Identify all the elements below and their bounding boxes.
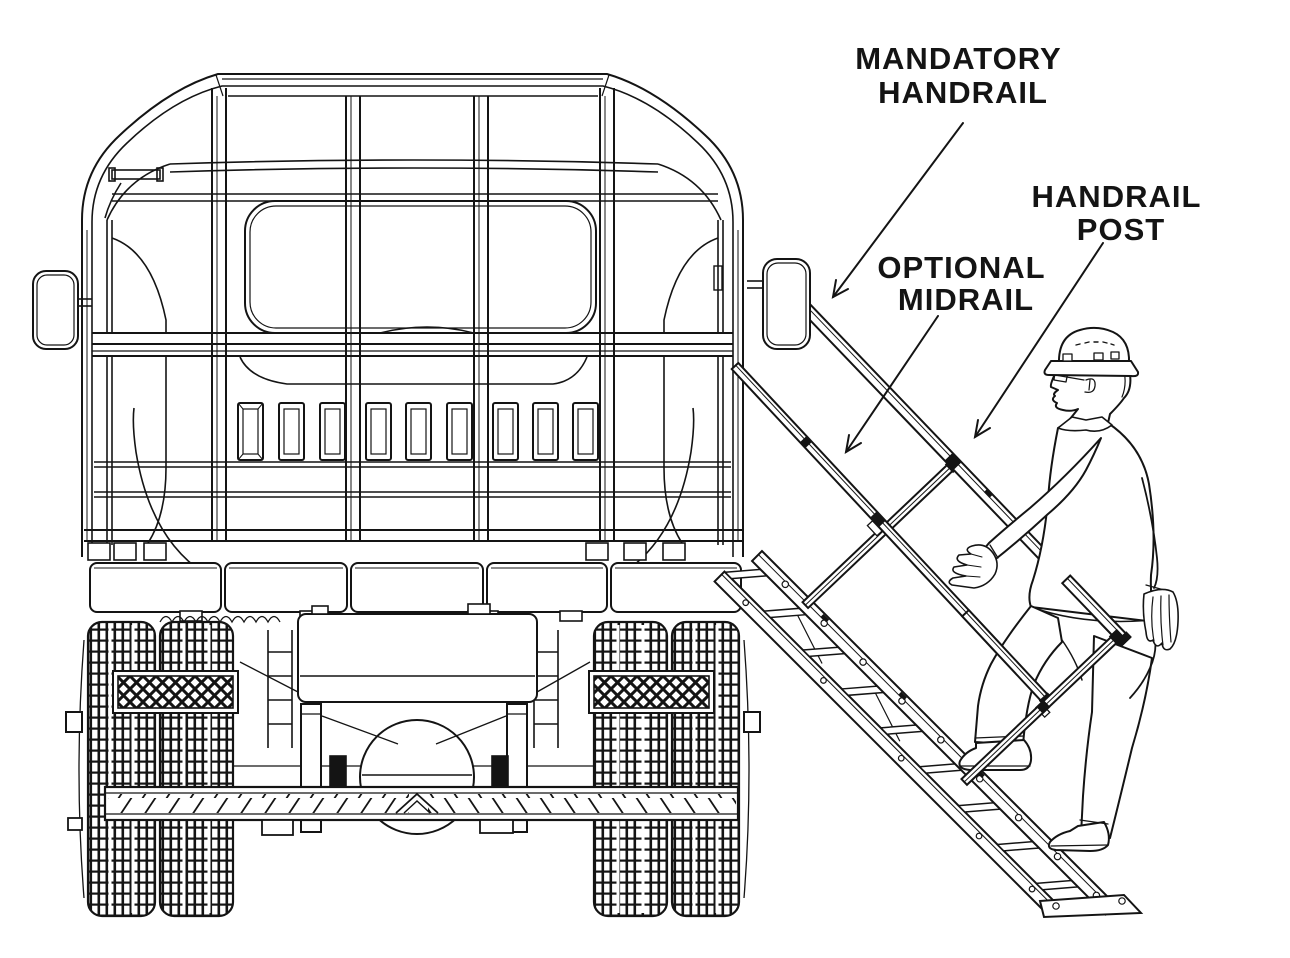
- tire: [160, 622, 233, 916]
- side-tab-right: [744, 712, 760, 732]
- side-tab-left: [66, 712, 82, 732]
- ladder-foot-plate: [1040, 895, 1141, 917]
- u-bolt-left: [330, 756, 346, 786]
- louver: [447, 403, 472, 460]
- rear-window: [245, 201, 596, 333]
- louver: [279, 403, 304, 460]
- tire: [594, 622, 667, 916]
- cage-post: [212, 88, 226, 541]
- louver: [406, 403, 431, 460]
- callout-labels: [855, 41, 1210, 317]
- mirror-left: [33, 271, 92, 349]
- hat-brim: [1045, 361, 1139, 376]
- frame-bracket-left: [268, 630, 292, 748]
- tire: [88, 622, 155, 916]
- deck-band: [90, 563, 741, 612]
- truck-rear-view: [33, 74, 760, 916]
- label-handrail-post: HANDRAIL POST: [1031, 179, 1201, 247]
- cab-grab-handle: [105, 168, 163, 218]
- rear-bumper: [105, 787, 738, 820]
- label-mandatory-handrail: MANDATORY HANDRAIL: [855, 41, 1062, 110]
- cage-mid-rail: [92, 333, 733, 356]
- louver: [493, 403, 518, 460]
- collar: [1058, 417, 1112, 431]
- reaching-hand: [949, 545, 997, 588]
- body-sill-lines: [94, 462, 731, 497]
- tire: [672, 622, 739, 916]
- louver: [533, 403, 558, 460]
- far-boot: [1049, 822, 1109, 851]
- louver: [238, 403, 263, 460]
- mud-flap-right: [589, 671, 714, 713]
- mirror-right: [747, 259, 810, 349]
- cage-post: [600, 88, 614, 541]
- mud-flap-left: [113, 671, 238, 713]
- louver: [573, 403, 598, 460]
- deck-mounting-tabs: [88, 543, 685, 560]
- cab-lower-panel: [240, 357, 587, 384]
- u-bolt-right: [492, 756, 508, 786]
- tire-sidewall-left: [79, 640, 84, 898]
- louver: [366, 403, 391, 460]
- louver-vents: [238, 403, 598, 460]
- axle-housing: [298, 614, 537, 702]
- hard-hat: [1045, 328, 1139, 376]
- tire-sidewall-right: [744, 640, 749, 898]
- label-optional-midrail: OPTIONAL MIDRAIL: [877, 250, 1045, 317]
- louver: [320, 403, 345, 460]
